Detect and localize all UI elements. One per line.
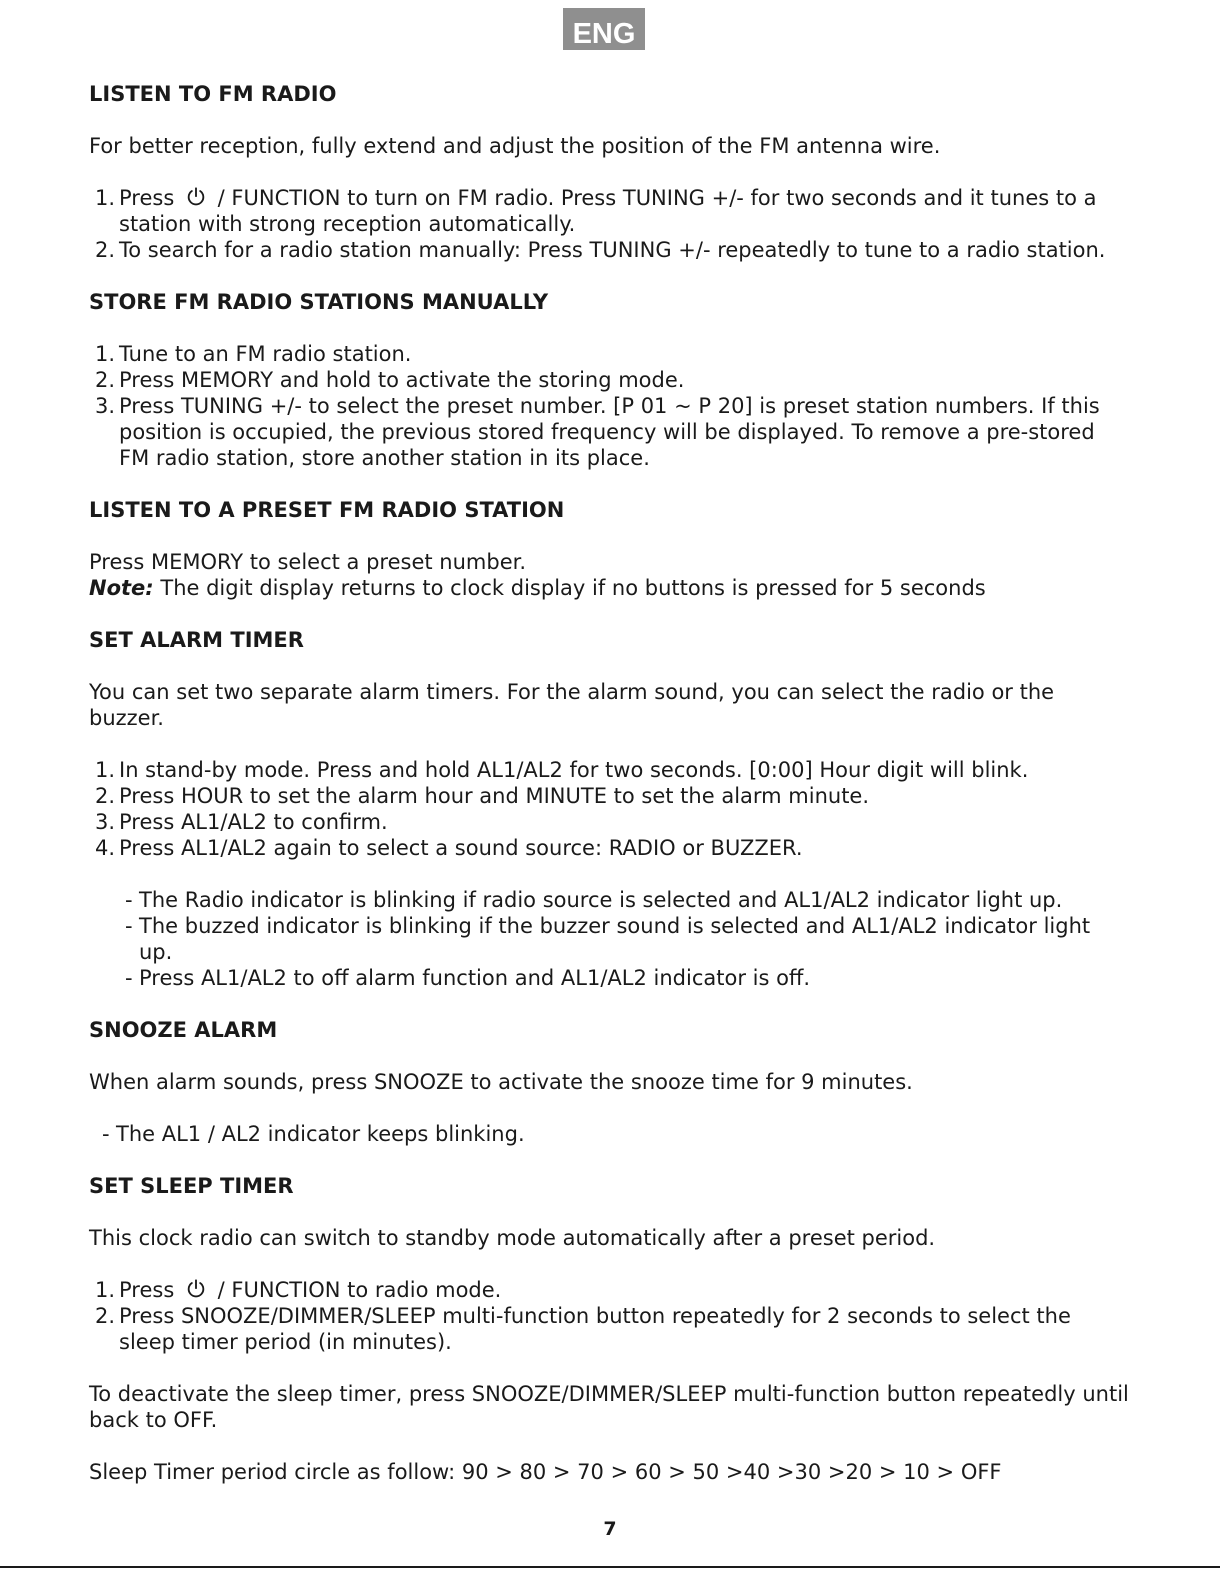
heading-preset-station: LISTEN TO A PRESET FM RADIO STATION (89, 498, 565, 522)
step-text: Press AL1/AL2 again to select a sound source: RADIO or BUZZER. (119, 836, 803, 860)
list-item (89, 237, 1129, 263)
preset-text: Press MEMORY to select a preset number. (89, 550, 527, 574)
step-text: Press HOUR to set the alarm hour and MINUTE to set the alarm minute. (119, 784, 870, 808)
list-item (89, 783, 1129, 809)
list-item (89, 367, 1129, 393)
store-steps (89, 341, 1129, 471)
step-number: 1. (95, 1278, 116, 1302)
dash-mark: - (102, 1122, 110, 1146)
heading-store-stations: STORE FM RADIO STATIONS MANUALLY (89, 290, 549, 314)
step-text: Press TUNING +/- to select the preset number. [P 01 ~ P 20] is preset station numbers. If this position is occupied, the previous stored frequency will be displayed. To remove a pre-stored FM radio station, store another station in its place. (119, 394, 1100, 470)
step-number: 2. (95, 238, 116, 262)
sleep-steps (89, 1277, 1129, 1355)
alarm-steps (89, 757, 1129, 861)
list-item (89, 757, 1129, 783)
bottom-rule (0, 1566, 1220, 1568)
step-number: 4. (95, 836, 116, 860)
step-text-pre: Press (119, 186, 175, 210)
language-tab: ENG (563, 8, 645, 50)
list-item (125, 887, 1129, 913)
heading-alarm-timer: SET ALARM TIMER (89, 628, 304, 652)
alarm-intro: You can set two separate alarm timers. For the alarm sound, you can select the radio or the buzzer. (89, 680, 1055, 730)
step-text-post: / FUNCTION to radio mode. (217, 1278, 502, 1302)
preset-note (89, 575, 1129, 601)
step-number: 3. (95, 394, 116, 418)
heading-listen-fm: LISTEN TO FM RADIO (89, 82, 337, 106)
sleep-intro: This clock radio can switch to standby mode automatically after a preset period. (89, 1226, 936, 1250)
note-text: The digit display returns to clock display if no buttons is pressed for 5 seconds (153, 576, 986, 600)
list-item (102, 1121, 1129, 1147)
fm-intro: For better reception, fully extend and adjust the position of the FM antenna wire. (89, 134, 941, 158)
power-icon (185, 186, 207, 208)
bullet-text: Press AL1/AL2 to off alarm function and AL1/AL2 indicator is off. (139, 966, 811, 990)
list-item (89, 1303, 1129, 1355)
alarm-bullets (89, 887, 1129, 991)
step-number: 2. (95, 1304, 116, 1328)
step-text: Press MEMORY and hold to activate the storing mode. (119, 368, 685, 392)
step-number: 1. (95, 342, 116, 366)
bullet-text: The buzzed indicator is blinking if the buzzer sound is selected and AL1/AL2 indicator light up. (139, 914, 1091, 964)
heading-snooze-alarm: SNOOZE ALARM (89, 1018, 278, 1042)
dash-mark: - (125, 966, 133, 990)
dash-mark: - (125, 888, 133, 912)
list-item (89, 809, 1129, 835)
step-text: Tune to an FM radio station. (119, 342, 412, 366)
step-text: To search for a radio station manually: Press TUNING +/- repeatedly to tune to a radio station. (119, 238, 1106, 262)
list-item (89, 1277, 1129, 1303)
list-item (89, 185, 1129, 237)
step-number: 2. (95, 368, 116, 392)
dash-mark: - (125, 914, 133, 938)
power-icon (185, 1278, 207, 1300)
snooze-bullets (89, 1121, 1129, 1147)
list-item (89, 341, 1129, 367)
step-text: Press AL1/AL2 to confirm. (119, 810, 388, 834)
bullet-text: The AL1 / AL2 indicator keeps blinking. (116, 1122, 525, 1146)
page-number: 7 (603, 1518, 617, 1540)
list-item (125, 965, 1129, 991)
sleep-cycle: Sleep Timer period circle as follow: 90 > 80 > 70 > 60 > 50 >40 >30 >20 > 10 > OFF (89, 1460, 1002, 1484)
step-text: In stand-by mode. Press and hold AL1/AL2 for two seconds. [0:00] Hour digit will blink. (119, 758, 1029, 782)
list-item (89, 835, 1129, 861)
step-text-pre: Press (119, 1278, 175, 1302)
note-label: Note: (89, 576, 154, 600)
step-number: 1. (95, 186, 116, 210)
step-number: 1. (95, 758, 116, 782)
page-content (89, 81, 1129, 1511)
sleep-deactivate: To deactivate the sleep timer, press SNOOZE/DIMMER/SLEEP multi-function button repeatedly until back to OFF. (89, 1382, 1129, 1432)
step-text-post: / FUNCTION to turn on FM radio. Press TUNING +/- for two seconds and it tunes to a station with strong reception automatically. (119, 186, 1097, 236)
heading-sleep-timer: SET SLEEP TIMER (89, 1174, 294, 1198)
bullet-text: The Radio indicator is blinking if radio source is selected and AL1/AL2 indicator light up. (139, 888, 1063, 912)
step-text: Press SNOOZE/DIMMER/SLEEP multi-function button repeatedly for 2 seconds to select the sleep timer period (in minutes). (119, 1304, 1071, 1354)
fm-steps (89, 185, 1129, 263)
step-number: 2. (95, 784, 116, 808)
step-number: 3. (95, 810, 116, 834)
list-item (89, 393, 1129, 471)
snooze-intro: When alarm sounds, press SNOOZE to activate the snooze time for 9 minutes. (89, 1070, 913, 1094)
list-item (125, 913, 1129, 965)
